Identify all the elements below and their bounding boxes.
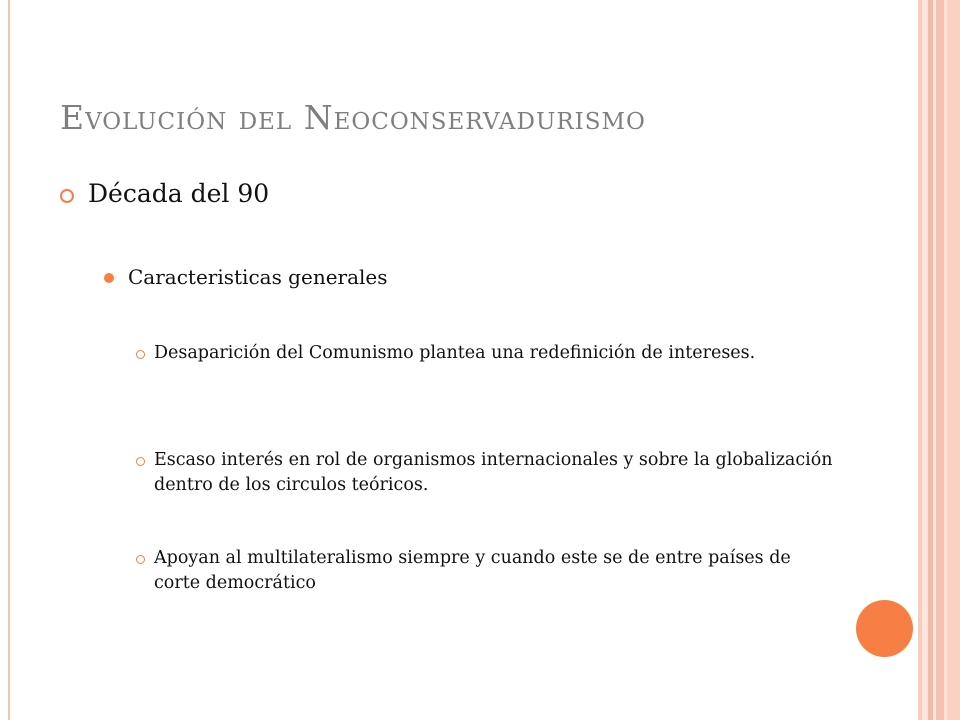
bullet-level2-text: Caracteristicas generales: [128, 265, 388, 289]
bullet-level1-text: Década del 90: [88, 179, 270, 208]
right-stripe: [947, 0, 960, 720]
slide-title: Evolución del Neoconservadurismo: [60, 98, 646, 137]
bullet-level3-text: Escaso interés en rol de organismos internacionales y sobre la globalización dentro de los circulos teóricos.: [154, 450, 833, 495]
bullet-level3-item: [136, 546, 836, 596]
left-border-line: [8, 0, 10, 720]
bullet-level3-text: Apoyan al multilateralismo siempre y cuando este se de entre países de corte democrático: [154, 548, 791, 593]
small-hollow-circle-bullet-icon: [136, 457, 145, 466]
hollow-circle-bullet-icon: [60, 189, 74, 203]
bullet-level3-item: [136, 341, 836, 366]
small-hollow-circle-bullet-icon: [136, 555, 145, 564]
bullet-level1: [60, 179, 269, 208]
bullet-level3-text: Desaparición del Comunismo plantea una redefinición de intereses.: [154, 343, 756, 363]
filled-circle-bullet-icon: [104, 273, 114, 283]
bullet-level2: [104, 265, 388, 289]
bullet-level3-item: [136, 448, 836, 498]
orange-circle-icon: [856, 600, 913, 657]
right-stripe: [936, 0, 944, 720]
small-hollow-circle-bullet-icon: [136, 350, 145, 359]
